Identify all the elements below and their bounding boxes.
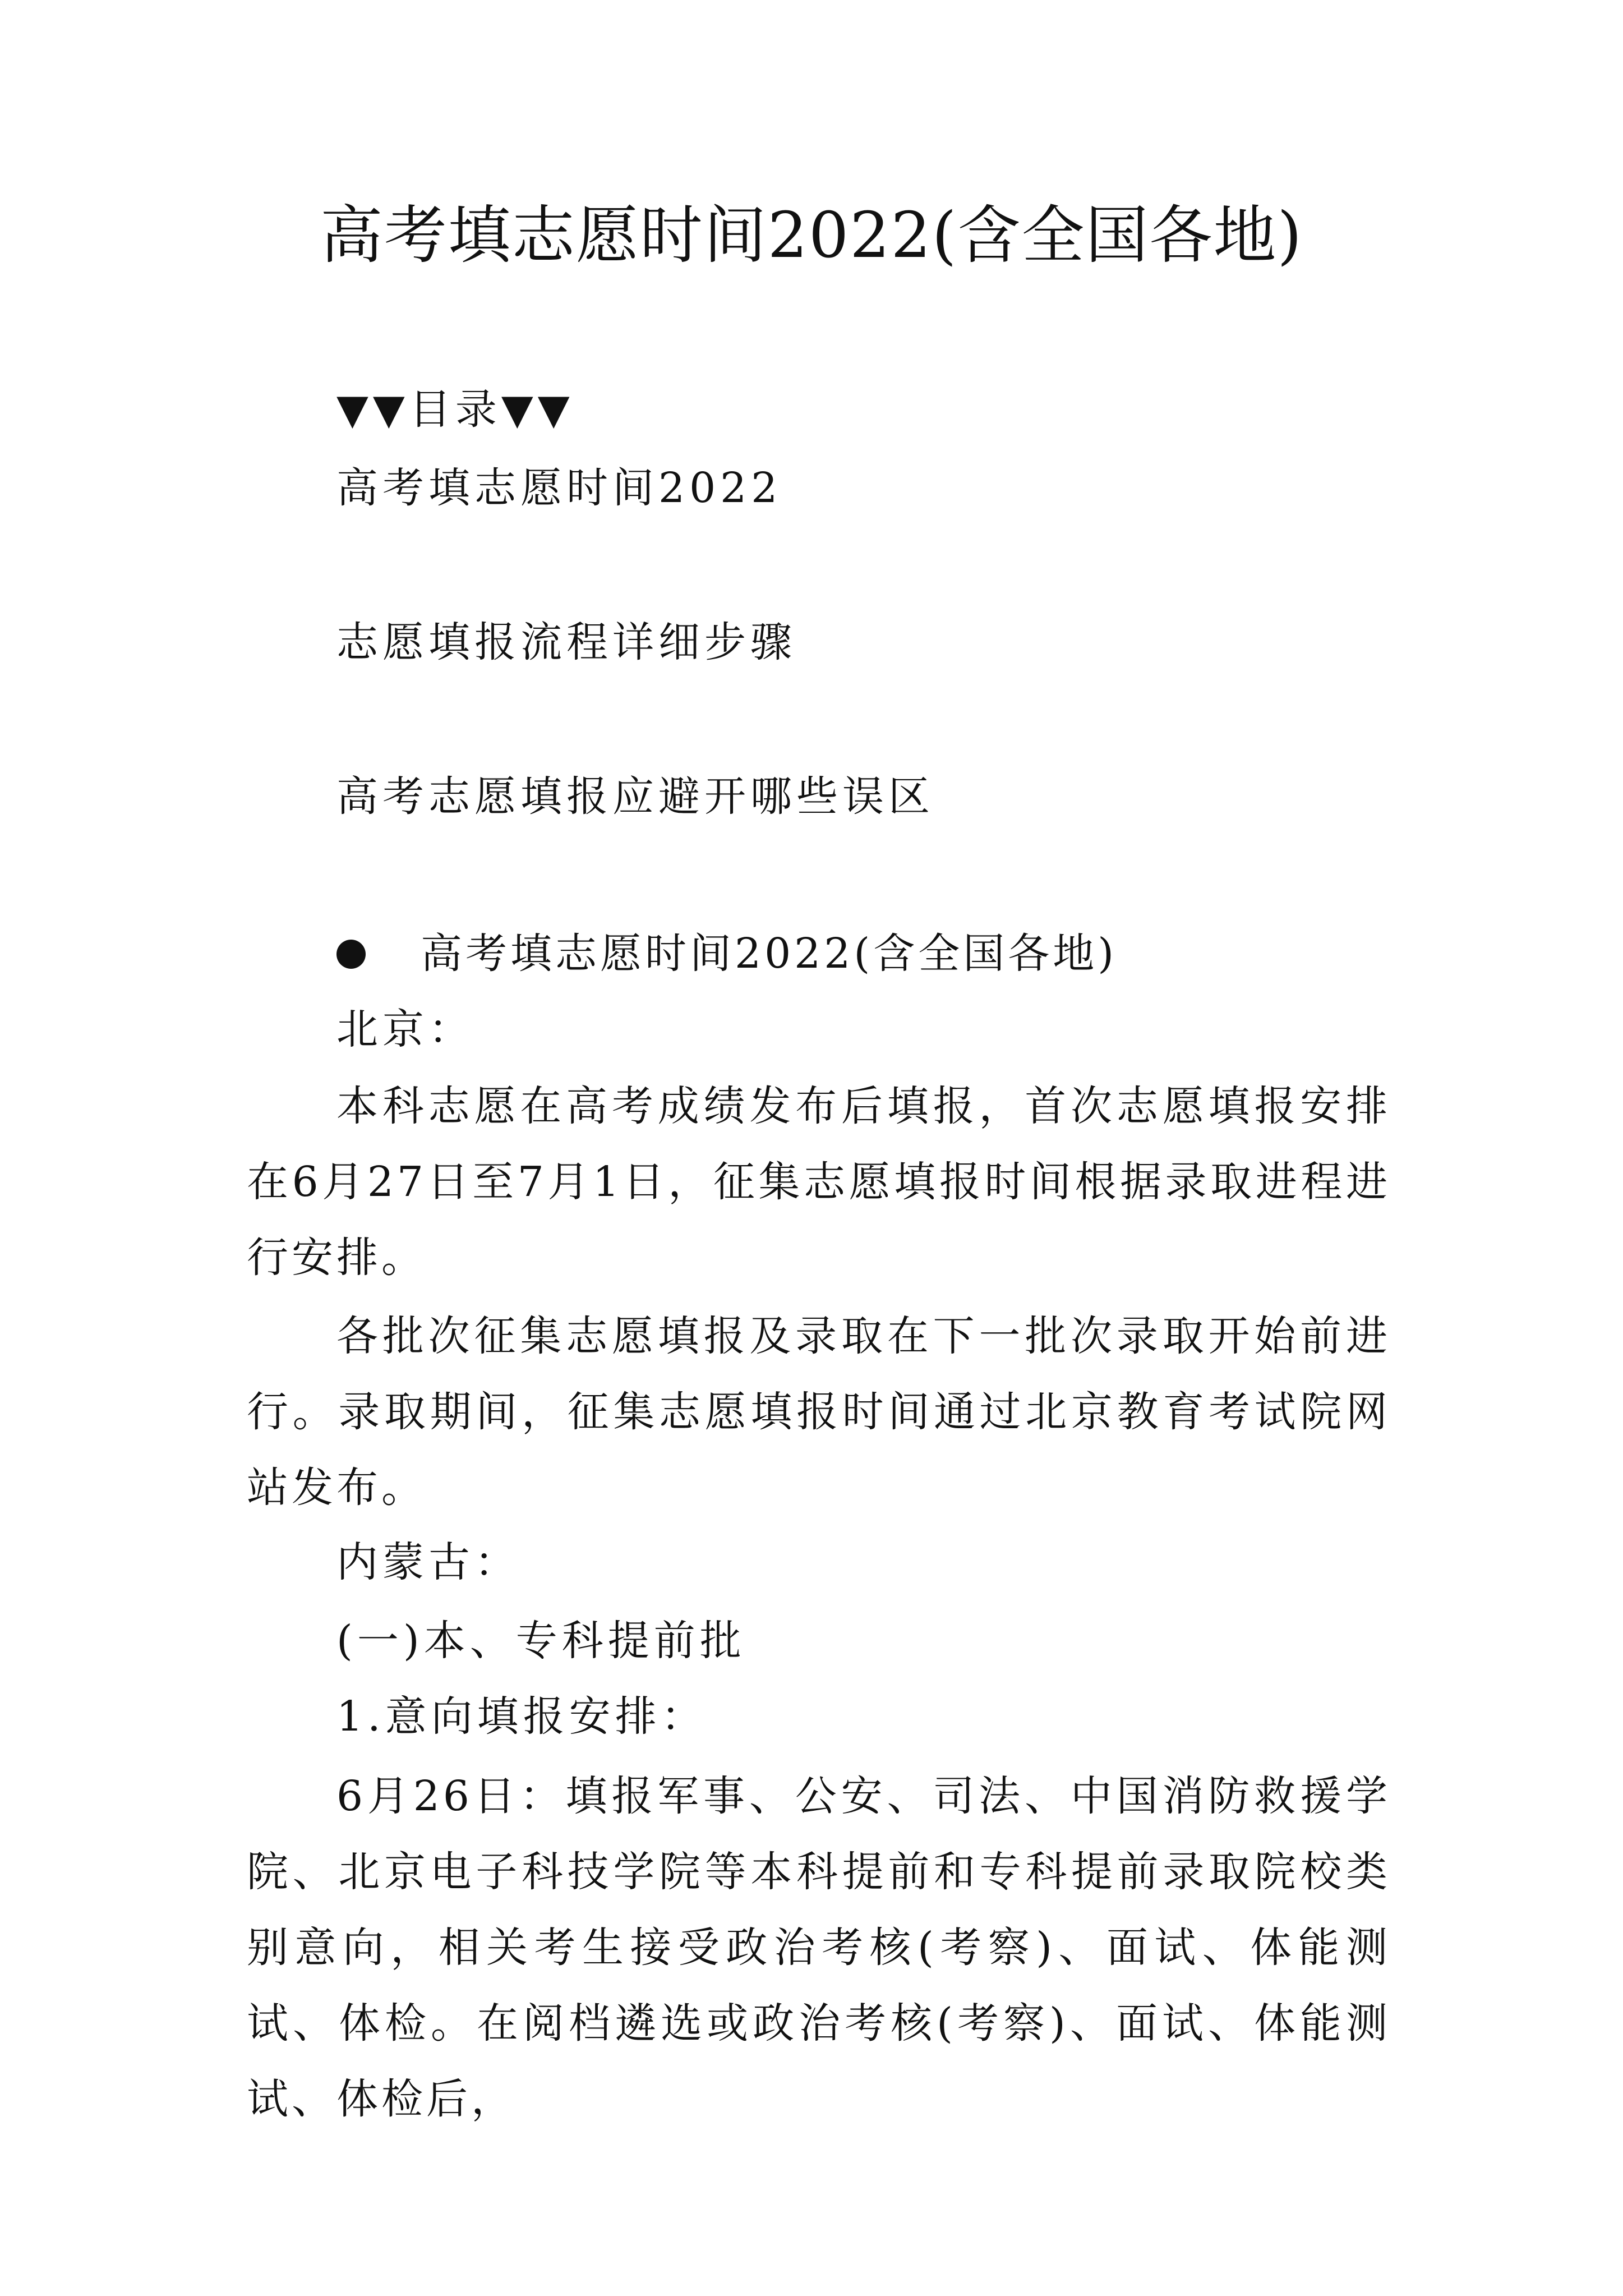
section-heading-row [336,920,1117,987]
toc-item-2[interactable]: 志愿填报流程详细步骤 [336,618,796,666]
paragraph-beijing-1: 本科志愿在高考成绩发布后填报，首次志愿填报安排在6月27日至7月1日，征集志愿填报时间根据录取进程进行安排。 [247,1082,1391,1282]
bullet-icon [336,940,366,969]
document-title: 高考填志愿时间2022(含全国各地) [320,199,1303,272]
region-label-beijing: 北京： [336,1005,474,1053]
toc-item-3[interactable]: 高考志愿填报应避开哪些误区 [336,772,934,821]
paragraph-beijing-2: 各批次征集志愿填报及录取在下一批次录取开始前进行。录取期间，征集志愿填报时间通过北京教育考试院网站发布。 [247,1312,1391,1512]
region-label-neimenggu: 内蒙古： [336,1538,520,1586]
paragraph-item-1: 6月26日：填报军事、公安、司法、中国消防救援学院、北京电子科技学院等本科提前和专科提前录取院校类别意向，相关考生接受政治考核(考察)、面试、体能测试、体检。在阅档遴选或政治考核(考察)、面试、体能测试、体检后， [247,1772,1391,2123]
toc-item-1[interactable]: 高考填志愿时间2022 [336,464,782,512]
subsection-heading: (一)本、专科提前批 [336,1617,746,1665]
section-heading: 高考填志愿时间2022(含全国各地) [421,930,1118,978]
list-item-heading: 1.意向填报安排： [336,1692,707,1741]
toc-heading: ▼▼目录▼▼ [336,385,574,434]
